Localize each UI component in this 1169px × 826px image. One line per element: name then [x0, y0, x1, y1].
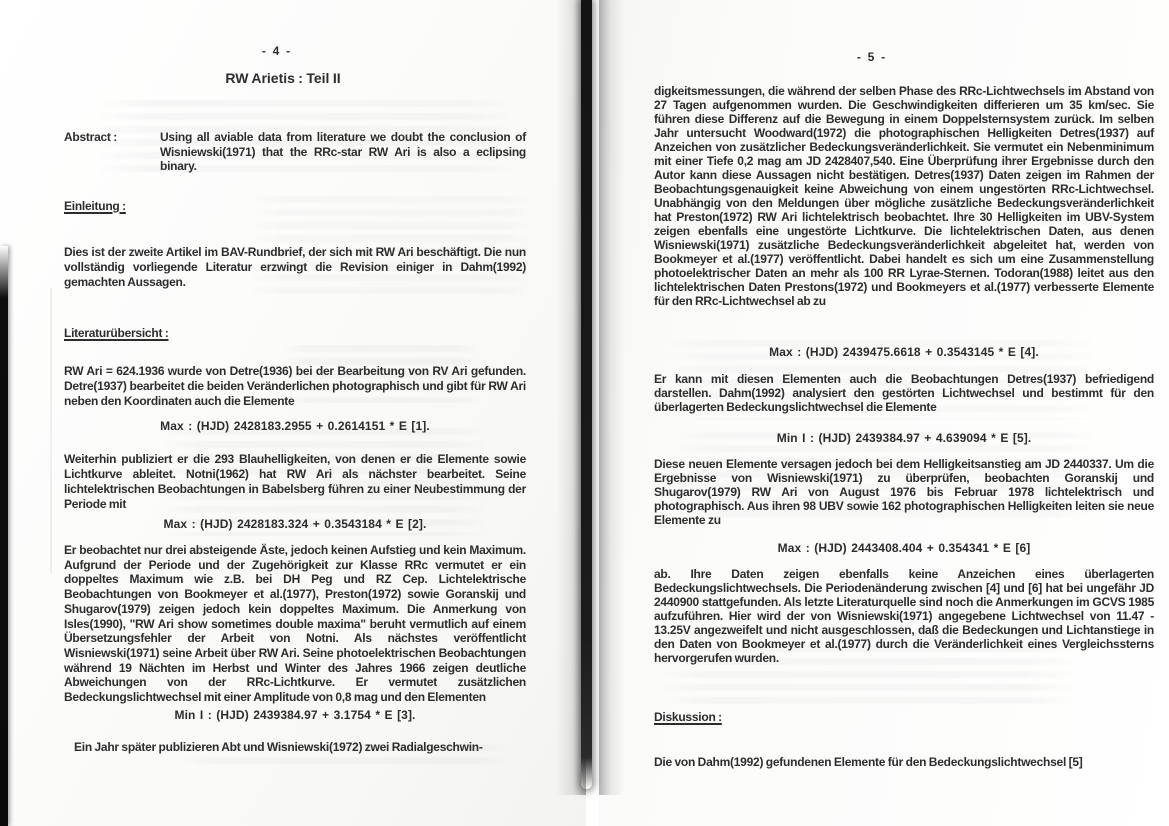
formula-elements-5: Min I : (HJD) 2439384.97 + 4.639094 * E [5].	[776, 431, 1032, 445]
article-title: RW Arietis : Teil II	[225, 70, 341, 86]
page-curve-shadow	[599, 0, 625, 795]
paragraph-die-von-dahm: Die von Dahm(1992) gefundenen Elemente für den Bedeckungslichtwechsel [5]	[654, 755, 1083, 769]
formula-elements-4: Max : (HJD) 2439475.6618 + 0.3543145 * E [4].	[769, 345, 1039, 359]
paragraph-diese-neuen: Diese neuen Elemente versagen jedoch bei dem Helligkeitsanstieg am JD 2440337. Um die Ergebnisse von Wisniewski(1971) zu überprüfen, beobachten Goranskij und Shugarov(1979) RW Ari von August 1976 bis Februar 1978 lichtelektrisch und photographisch. Aus ihren 98 UBV sowie 162 photographischen Helligkeiten leiten sie neue Elemente zu	[654, 457, 1154, 527]
formula-elements-1: Max : (HJD) 2428183.2955 + 0.2614151 * E [1].	[160, 419, 430, 433]
underlying-page-edge	[50, 288, 52, 573]
right-page-number: - 5 -	[856, 50, 888, 64]
abstract-block	[64, 130, 526, 174]
page-right	[599, 0, 1169, 826]
paragraph-intro: Dies ist der zweite Artikel im BAV-Rundbrief, der sich mit RW Ari beschäftigt. Die nun vollständig vorliegende Literatur erzwingt die Revision einiger in Dahm(1992) gemachten Aussagen.	[64, 245, 526, 289]
formula-elements-6: Max : (HJD) 2443408.404 + 0.354341 * E [6]	[777, 541, 1031, 555]
formula-elements-3: Min I : (HJD) 2439384.97 + 3.1754 * E [3].	[174, 708, 416, 722]
scan-edge-shadow	[0, 246, 8, 826]
abstract-label: Abstract :	[64, 130, 118, 144]
abstract-text: Using all aviable data from literature we doubt the conclusion of Wisniewski(1971) that the RRc-star RW Ari is also a eclipsing binary.	[160, 130, 526, 173]
left-page-number: - 4 -	[261, 44, 293, 58]
paragraph-digkeitsmessungen: digkeitsmessungen, die während der selben Phase des RRc-Lichtwechsels im Abstand von 27 Tagen aufgenommen wurden. Die Geschwindigkeiten differieren um 35 km/sec. Sie führen diese Differenz auf die Bewegung in einem Doppelsternsystem zurück. Im selben Jahr untersucht Woodward(1972) die photographischen Helligkeiten Detres(1937) auf Anzeichen von zusätzlicher Bedeckungsveränderlichkeit. Sie vermutet ein Nebenminimum mit einer Tiefe 0,2 mag am JD 2428407,540. Eine Überprüfung ihrer Ergebnisse durch den Autor kann diese Aussagen nicht bestätigen. Detres(1937) Daten zeigen im Rahmen der Beobachtungsgenauigkeit keine Abweichung von einem ungestörten RRc-Lichtwechsel. Unabhängig von den Meldungen über mögliche zusätzliche Bedeckungsveränderlichkeit hat Preston(1972) RW Ari lichtelektrisch beobachtet. Ihre 30 Helligkeiten im UBV-System zeigen ebenfalls eine ungestörte Lichtkurve. Die lichtelektrischen Daten, aus denen Wisniewski(1971) zusätzliche Bedeckungsveränderlichkeit abgeleitet hat, werden von Bookmeyer et al.(1977) veröffentlicht. Dabei handelt es sich um eine Zusammenstellung photoelektrischer Daten an mehr als 100 RR Lyrae-Sternen. Todoran(1988) leitet aus den lichtelektrischen Daten Prestons(1972) und Bookmeyers et al.(1977) verbesserte Elemente für den RRc-Lichtwechsel ab zu	[654, 84, 1154, 308]
paragraph-er-kann: Er kann mit diesen Elementen auch die Beobachtungen Detres(1937) befriedigend darstellen. Dahm(1992) analysiert den gestörten Lichtwechsel und bestimmt für den überlagerten Bedeckungslichtwechsel die Elemente	[654, 372, 1154, 414]
paragraph-er-beobachtet: Er beobachtet nur drei absteigende Äste, jedoch keinen Aufstieg und kein Maximum. Aufgrund der Periode und der Zugehörigkeit zur Klasse RRc vermutet er ein doppeltes Maximum wie z.B. bei DH Peg und RZ Cep. Lichtelektrische Beobachtungen von Bookmeyer et al.(1977), Preston(1972) sowie Goranskij und Shugarov(1979) zeigen jedoch kein doppeltes Maximum. Die Anmerkung von Isles(1990), "RW Ari show sometimes double maxima" beruht vermutlich auf einem Übersetzungsfehler der Arbeit von Notni. Als nächstes veröffentlicht Wisniewski(1971) seine Arbeit über RW Ari. Seine photoelektrischen Beobachtungen während 19 Nächten im Herbst und Winter des Jahres 1966 zeigen deutliche Abweichungen von der RRc-Lichtkurve. Er vermutet zusätzlichen Bedeckungslichtwechsel mit einer Amplitude von 0,8 mag und den Elementen	[64, 543, 526, 705]
book-binding-gutter	[581, 0, 592, 789]
paragraph-ab-ihre-daten: ab. Ihre Daten zeigen ebenfalls keine Anzeichen eines überlagerten Bedeckungslichtwechsels. Die Periodenänderung zwischen [4] und [6] hat bei ungefähr JD 2440900 stattgefunden. Als letzte Literaturquelle sind noch die Anmerkungen im GCVS 1985 aufzuführen. Hier wird der von Wisniewski(1971) angegebene Lichtwechsel von 11.47 - 13.25V angezweifelt und nicht ausgeschlossen, daß die Bedeckungen und Lichtanstiege in den Daten von Bookmeyer et al.(1977) durch die Veränderlichkeit eines Vergleichssterns hervorgerufen wurden.	[654, 567, 1154, 665]
paragraph-rw-ari: RW Ari = 624.1936 wurde von Detre(1936) bei der Bearbeitung von RV Ari gefunden. Detre(1937) bearbeitet die beiden Veränderlichen photographisch und gibt für RW Ari neben den Koordinaten auch die Elemente	[64, 364, 526, 408]
heading-einleitung: Einleitung :	[64, 199, 126, 213]
heading-diskussion: Diskussion :	[654, 710, 722, 724]
heading-literaturuebersicht: Literaturübersicht :	[64, 326, 169, 340]
paragraph-ein-jahr: Ein Jahr später publizieren Abt und Wisniewski(1972) zwei Radialgeschwin-	[74, 740, 483, 754]
formula-elements-2: Max : (HJD) 2428183.324 + 0.3543184 * E [2].	[163, 517, 427, 531]
paragraph-weiterhin: Weiterhin publiziert er die 293 Blauhelligkeiten, von denen er die Elemente sowie Lichtkurve ableitet. Notni(1962) hat RW Ari als nächster bearbeitet. Seine lichtelektrischen Beobachtungen in Babelsberg führen zu einer Neubestimmung der Periode mit	[64, 452, 526, 511]
